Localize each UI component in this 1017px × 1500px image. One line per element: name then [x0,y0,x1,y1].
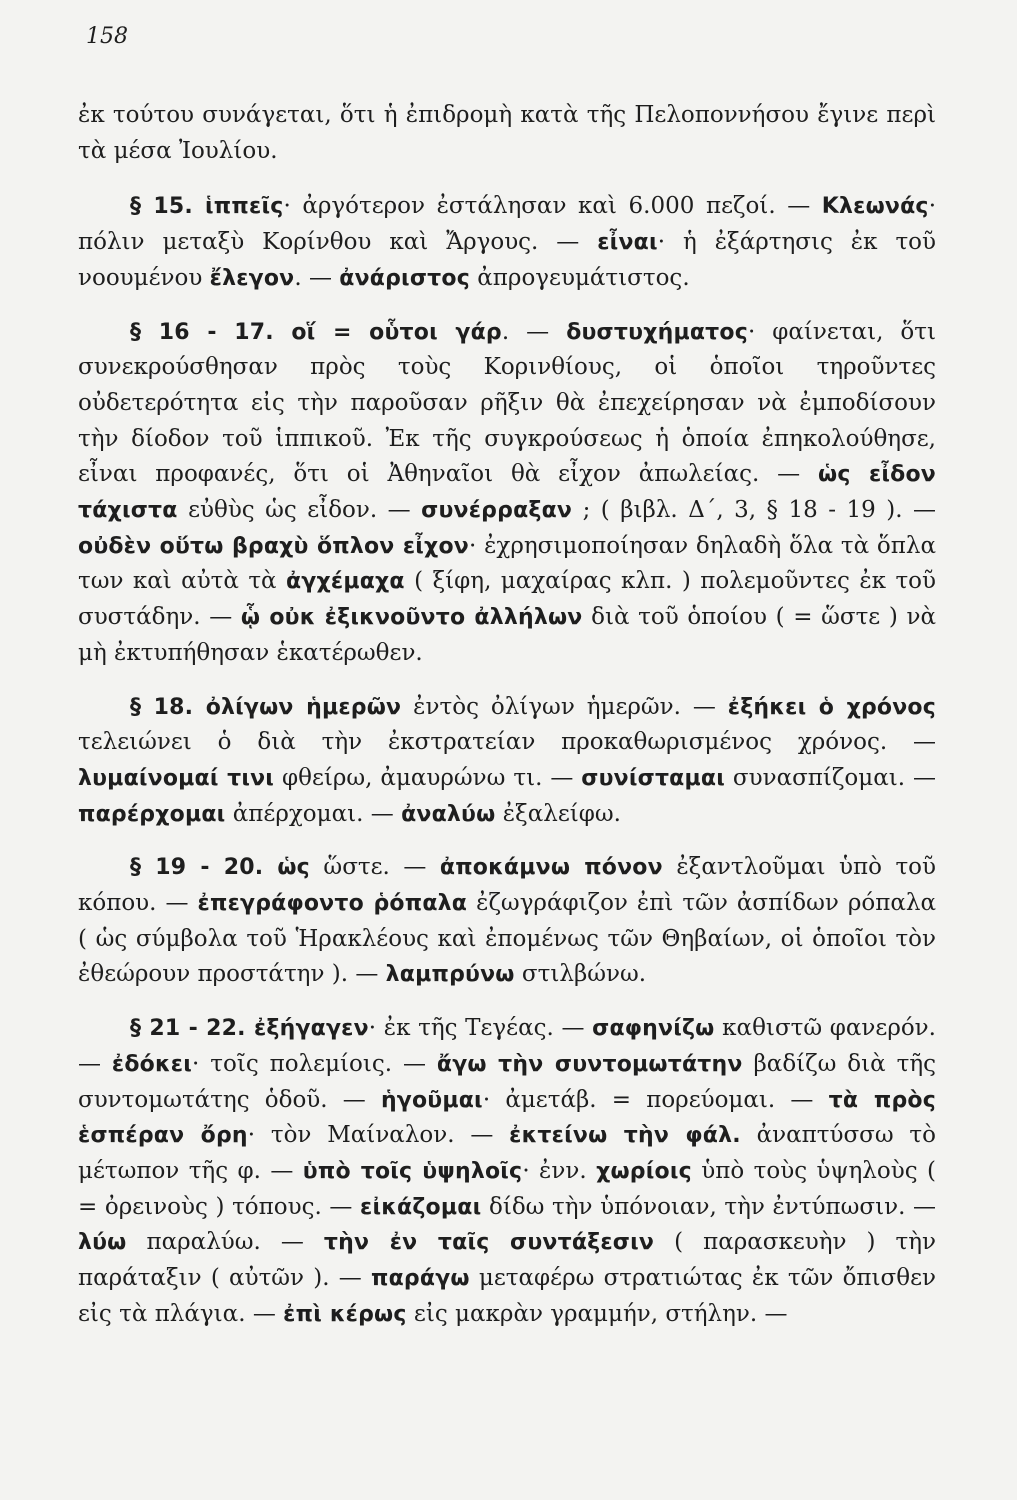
lemma-term: οὐδὲν οὕτω βραχὺ ὅπλον εἶχον [78,533,469,559]
lemma-term: ἔλεγον [209,265,295,291]
gloss-text: εὐθὺς ὡς εἶδον. — [177,497,422,524]
gloss-text: · τοῖς πολεμίοις. — [192,1050,437,1077]
intro-paragraph [78,98,936,169]
lemma-term: οἵ = οὗτοι γάρ [291,319,502,345]
gloss-text: · ἡ ἐξάρτησις ἐκ τοῦ νοουμένου [78,229,936,291]
gloss-text: · ἐκ τῆς Τεγέας. — [368,1015,593,1042]
section-paragraph [78,315,936,672]
lemma-term: ἄγω τὴν συντομωτάτην [436,1051,743,1077]
gloss-text: ἐζωγράφιζον ἐπὶ τῶν ἀσπίδων ρόπαλα ( ὡς σύμβολα τοῦ Ἡρακλέους καὶ ἐπομένως τῶν Θηβαίων, οἱ ὁποῖοι τὸν ἐθεώρουν προστάτην ). — [78,890,936,988]
lemma-term: ἐπεγράφοντο ῥόπαλα [197,891,468,917]
gloss-text: ἀναπτύσσω τὸ μέτωπον τῆς φ. — [78,1122,936,1184]
lemma-term: ἐκτείνω τὴν φάλ. [509,1123,741,1149]
gloss-text: ἐκ τούτου συνάγεται, ὅτι ἡ ἐπιδρομὴ κατὰ τῆς Πελοποννήσου ἔγινε περὶ τὰ μέσα Ἰουλίου. [78,102,936,164]
gloss-text: ἀπέρχομαι. — [225,800,402,827]
lemma-term: εἰκάζομαι [360,1194,482,1220]
lemma-term: τὴν ἐν ταῖς συντάξεσιν [323,1230,655,1256]
lemma-term: ἐξήγαγεν [253,1016,369,1042]
gloss-text: . — [501,318,567,345]
section-paragraph [78,690,936,833]
gloss-text: ἐντὸς ὀλίγων ἡμερῶν. — [401,693,728,720]
lemma-term: ἐπὶ κέρως [283,1301,407,1327]
gloss-text: ; ( βιβλ. Δ΄, 3, § 18 - 19 ). — [572,497,936,524]
lemma-term: § 18. [130,694,206,720]
lemma-term: ὡς [277,855,310,881]
gloss-text: · ἀμετάβ. = πορεύομαι. — [482,1086,829,1113]
lemma-term: λαμπρύνω [385,962,515,988]
lemma-term: χωρίοις [596,1158,692,1184]
lemma-term: ἐξήκει ὁ χρόνος [727,694,936,720]
lemma-term: ἡγοῦμαι [380,1087,483,1113]
lemma-term: § 21 - 22. [130,1016,254,1042]
gloss-text: εἰς μακρὰν γραμμήν, στήλην. — [406,1300,788,1327]
lemma-term: ἀνάριστος [339,265,470,291]
page-body [78,98,936,1351]
lemma-term: § 19 - 20. [130,855,278,881]
gloss-text: ὑπὸ τοὺς ὑψηλοὺς ( = ὀρεινοὺς ) τόπους. — [78,1157,936,1220]
gloss-text: ἐξαντλοῦμαι ὑπὸ τοῦ κόπου. — [78,854,936,917]
lemma-term: ὀλίγων ἡμερῶν [205,694,402,720]
lemma-term: § 15. [130,194,206,220]
gloss-text: διὰ τοῦ ὁποίου ( = ὥστε ) νὰ μὴ ἐκτυπήθησαν ἑκατέρωθεν. [78,604,936,666]
gloss-text: ἀπρογευμάτιστος. [469,264,690,291]
gloss-text: · φαίνεται, ὅτι συνεκρούσθησαν πρὸς τοὺς Κορινθίους, οἱ ὁποῖοι τηροῦντες οὐδετερότητα εἰς τὴν παροῦσαν ρῆξιν θὰ ἐπεχείρησαν νὰ ἐμποδίσουν τὴν δίοδον τοῦ ἱππικοῦ. Ἐκ τῆς συγκρούσεως ἡ ὁποία ἐπηκολούθησε, εἶναι προφανές, ὅτι οἱ Ἀθηναῖοι θὰ εἶχον ἀπωλείας. — [78,318,936,488]
section-paragraph [78,850,936,993]
lemma-term: ὡς εἶδον τάχιστα [78,462,936,524]
gloss-text: συνασπίζομαι. — [724,764,936,791]
page-number: 158 [86,24,128,49]
gloss-text: . — [294,264,340,291]
gloss-text: · ἐχρησιμοποίησαν δηλαδὴ ὅλα τὰ ὅπλα των καὶ αὐτὰ τὰ [78,532,936,595]
gloss-text: ὥστε. — [309,854,440,881]
gloss-text: · πόλιν μεταξὺ Κορίνθου καὶ Ἄργους. — [78,193,936,256]
lemma-term: λύω [78,1230,127,1256]
lemma-term: ἀναλύω [401,801,496,827]
gloss-text: · τὸν Μαίναλον. — [247,1122,510,1149]
gloss-text: · ἀργότερον ἐστάλησαν καὶ 6.000 πεζοί. — [283,193,822,220]
lemma-term: παράγω [371,1266,470,1292]
lemma-term: Κλεωνάς [821,194,929,220]
gloss-text: τελειώνει ὁ διὰ τὴν ἐκστρατείαν προκαθωρισμένος χρόνος. — [78,729,936,756]
gloss-text: βαδίζω διὰ τῆς συντομωτάτης ὁδοῦ. — [78,1050,936,1113]
lemma-term: ἀγχέμαχα [285,569,405,595]
gloss-text: δίδω τὴν ὑπόνοιαν, τὴν ἐντύπωσιν. — [481,1193,936,1220]
lemma-term: τὰ πρὸς ἑσπέραν ὄρη [78,1087,936,1149]
gloss-text: ( παρασκευὴν ) τὴν παράταξιν ( αὐτῶν ). — [78,1229,936,1292]
gloss-text: παραλύω. — [126,1229,324,1256]
lemma-term: λυμαίνομαί τινι [78,765,275,791]
gloss-text: φθείρω, ἀμαυρώνω τι. — [274,764,582,791]
section-paragraph [78,189,936,296]
gloss-text: στιλβώνω. [514,961,647,988]
lemma-term: σαφηνίζω [592,1016,715,1042]
lemma-term: παρέρχομαι [78,801,226,827]
gloss-text: · ἐνν. [522,1157,597,1184]
lemma-term: δυστυχήματος [566,319,748,345]
section-paragraph [78,1011,936,1332]
lemma-term: ἀποκάμνω πόνον [439,855,663,881]
gloss-text: ἐξαλείφω. [495,800,621,827]
lemma-term: ᾧ οὐκ ἐξικνοῦντο ἀλλήλων [240,605,583,631]
lemma-term: ἐδόκει [111,1051,193,1077]
lemma-term: ἱππεῖς [205,194,284,220]
lemma-term: § 16 - 17. [130,319,292,345]
lemma-term: ὑπὸ τοῖς ὑψηλοῖς [302,1158,523,1184]
gloss-text: μεταφέρω στρατιώτας ἐκ τῶν ὄπισθεν εἰς τὰ πλάγια. — [78,1265,936,1327]
gloss-text: καθιστῶ φανερόν. — [78,1015,936,1077]
gloss-text: ( ξίφη, μαχαίρας κλπ. ) πολεμοῦντες ἐκ τοῦ συστάδην. — [78,568,936,631]
lemma-term: συνίσταμαι [581,765,725,791]
lemma-term: εἶναι [597,230,658,256]
lemma-term: συνέρραξαν [421,498,573,524]
